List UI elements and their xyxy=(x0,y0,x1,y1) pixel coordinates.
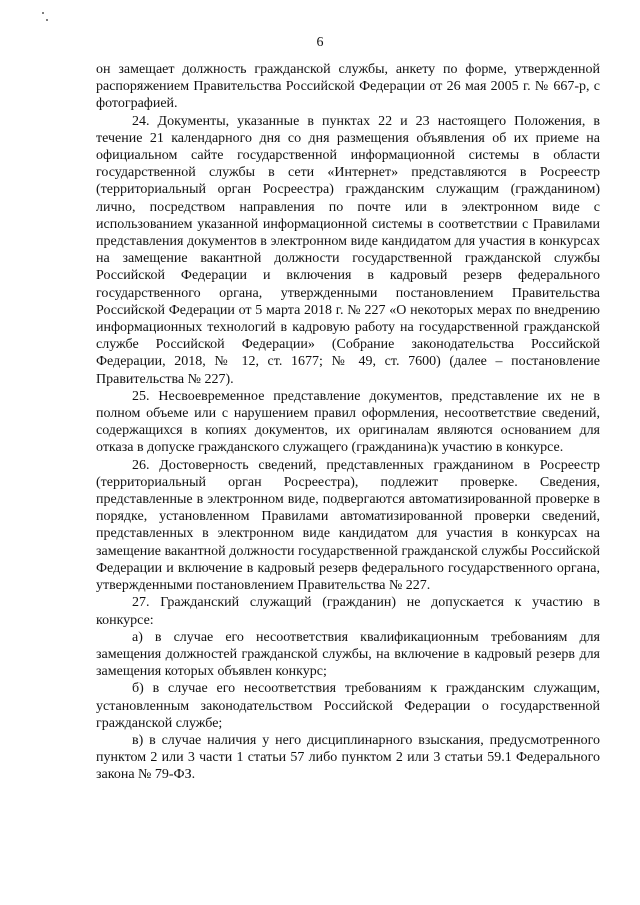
subparagraph-a: а) в случае его несоответствия квалификационным требованиям для замещения должностей гражданской службы, на включение в кадровый резерв для замещения которых объявлен конкурс; xyxy=(96,629,600,680)
subparagraph-v: в) в случае наличия у него дисциплинарного взыскания, предусмотренного пунктом 2 или 3 части 1 статьи 57 либо пунктом 2 или 3 статьи 59.1 Федерального закона № 79-ФЗ. xyxy=(96,732,600,783)
paragraph-27: 27. Гражданский служащий (гражданин) не допускается к участию в конкурсе: xyxy=(96,595,600,628)
document-body xyxy=(96,61,600,784)
paragraph-26: 26. Достоверность сведений, представленных гражданином в Росреестр (территориальный орган Росреестра), подлежит проверке. Сведения, представленные в электронном виде, подвергаются автоматизированной проверке в порядке, установленном Правилами автоматизированной проверки сведений, представленных в электронном виде кандидатом для участия в конкурсах на замещение вакантной должности государственной гражданской службы Российской Федерации и включение в кадровый резерв федерального государственного органа, утвержденными постановлением Правительства № 227. xyxy=(96,457,600,594)
scan-speck xyxy=(42,12,44,14)
subparagraph-b: б) в случае его несоответствия требованиям к гражданским служащим, установленным законодательством Российской Федерации о государственной гражданской службе; xyxy=(96,681,600,731)
paragraph-25: 25. Несвоевременное представление документов, представление их не в полном объеме или с нарушением правил оформления, несоответствие сведений, содержащихся в копиях документов, их оригиналам являются основанием для отказа в допуске гражданского служащего (гражданина)к участию в конкурсе. xyxy=(96,388,600,456)
scan-speck xyxy=(46,19,48,21)
paragraph-24: 24. Документы, указанные в пунктах 22 и 23 настоящего Положения, в течение 21 календарного дня со дня размещения объявления об их приеме на официальном сайте государственной информационной системы в области государственной службы в сети «Интернет» представляются в Росреестр (территориальный орган Росреестра) гражданским служащим (гражданином) лично, посредством направления по почте или в электронном виде с использованием указанной информационной системы в соответствии с Правилами представления документов в электронном виде кандидатом для участия в конкурсах на замещение вакантной должности государственной гражданской службы Российской Федерации и включения в кадровый резерв федерального государственного органа, утвержденными постановлением Правительства Российской Федерации от 5 марта 2018 г. № 227 «О некоторых мерах по внедрению информационных технологий в кадровую работу на государственной гражданской службе Российской Федерации» (Собрание законодательства Российской Федерации, 2018, № 12, ст. 1677; № 49, ст. 7600) (далее – постановление Правительства № 227). xyxy=(96,113,600,387)
paragraph-continuation: он замещает должность гражданской службы, анкету по форме, утвержденной распоряжением Правительства Российской Федерации от 26 мая 2005 г. № 667-р, с фотографией. xyxy=(96,62,600,112)
page-number: 6 xyxy=(316,35,324,50)
